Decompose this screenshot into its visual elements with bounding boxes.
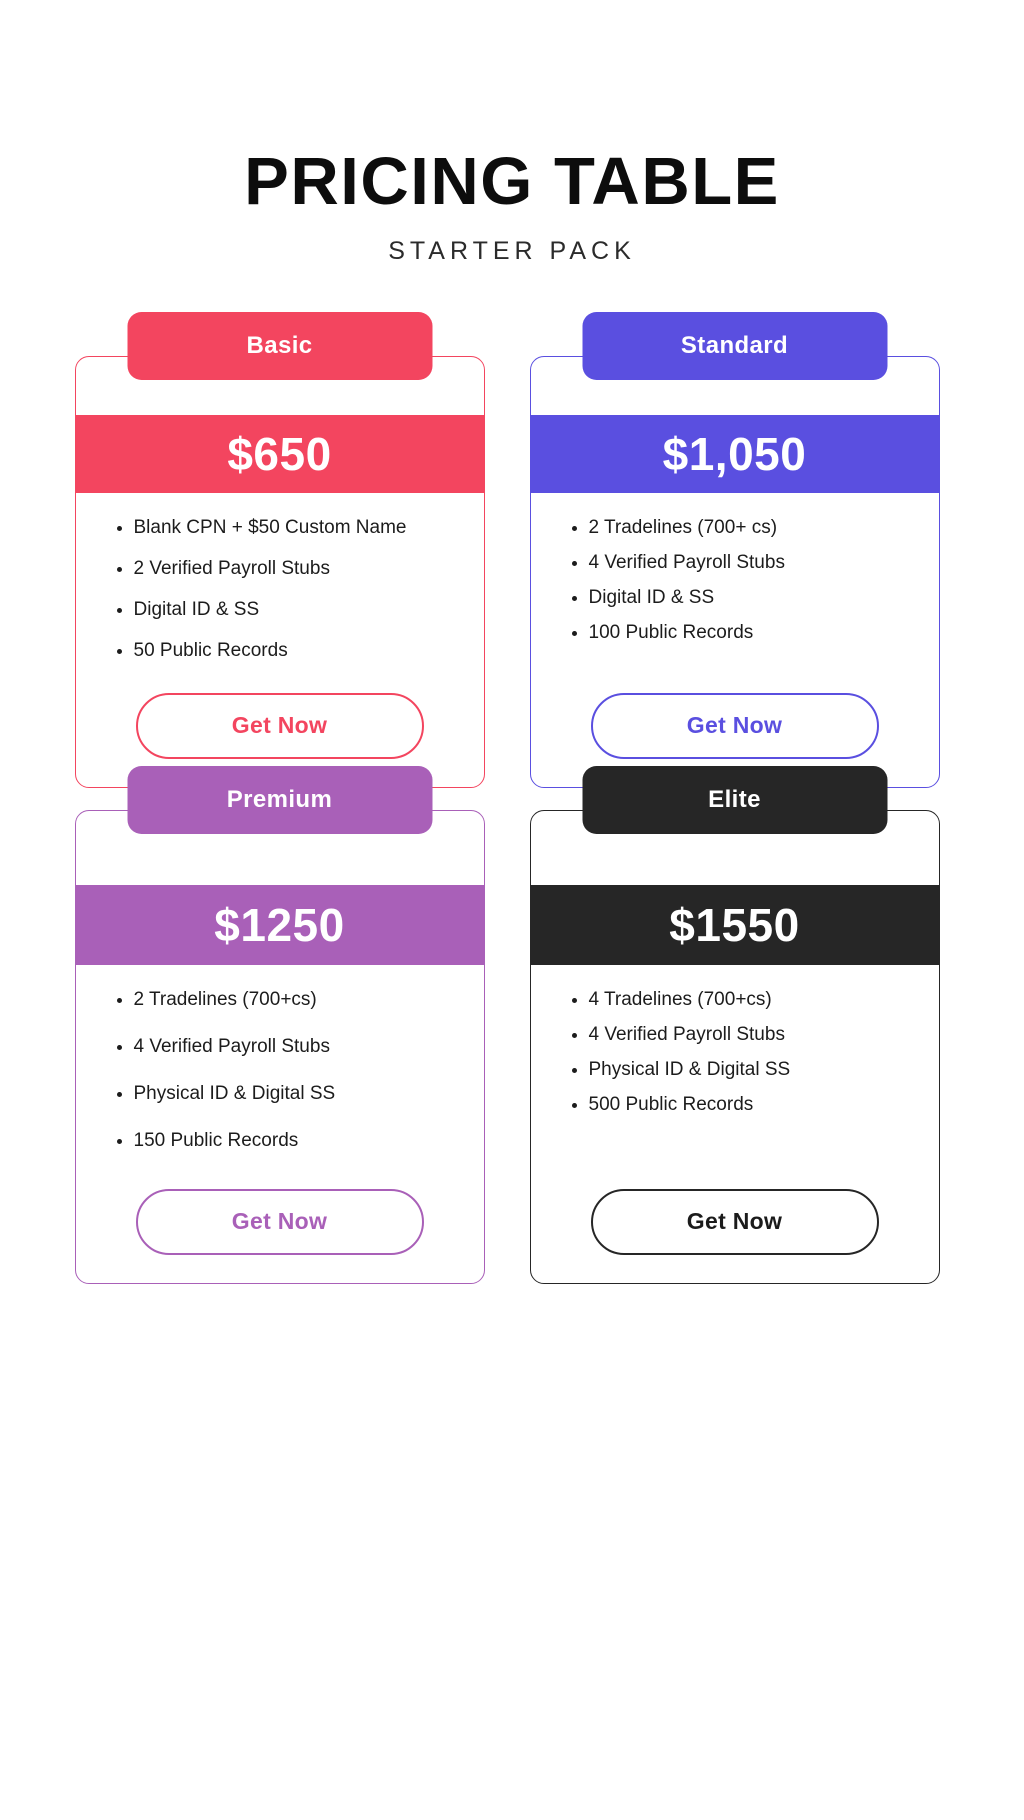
- plan-name-badge-premium: Premium: [127, 766, 432, 834]
- page-subtitle: STARTER PACK: [388, 237, 636, 265]
- feature-list-premium: [76, 965, 484, 1175]
- price-basic: $650: [76, 415, 484, 493]
- list-item: • Digital ID & SS: [589, 585, 905, 612]
- list-item: • 2 Tradelines (700+cs): [134, 987, 450, 1014]
- list-item: • 4 Verified Payroll Stubs: [134, 1034, 450, 1061]
- list-item: • 2 Tradelines (700+ cs): [589, 515, 905, 542]
- get-now-button-basic[interactable]: Get Now: [136, 693, 424, 759]
- list-item: • 4 Tradelines (700+cs): [589, 987, 905, 1014]
- pricing-card-elite[interactable]: [530, 785, 940, 1284]
- list-item: • Digital ID & SS: [134, 597, 450, 624]
- cta-wrap-standard: [531, 679, 939, 759]
- feature-list-basic: [76, 493, 484, 679]
- cta-wrap-premium: [76, 1175, 484, 1255]
- feature-list-elite: [531, 965, 939, 1175]
- list-item: • 150 Public Records: [134, 1128, 450, 1155]
- list-item: • 2 Verified Payroll Stubs: [134, 556, 450, 583]
- page-header: [0, 0, 1024, 266]
- pricing-card-basic[interactable]: [75, 332, 485, 788]
- list-item: • 100 Public Records: [589, 620, 905, 647]
- list-item: • 500 Public Records: [589, 1092, 905, 1119]
- plan-name-badge-basic: Basic: [127, 312, 432, 380]
- price-premium: $1250: [76, 885, 484, 965]
- list-item: • 4 Verified Payroll Stubs: [589, 1022, 905, 1049]
- price-standard: $1,050: [531, 415, 939, 493]
- list-item: • 50 Public Records: [134, 638, 450, 665]
- pricing-grid: [75, 332, 950, 1284]
- price-elite: $1550: [531, 885, 939, 965]
- pricing-card-premium[interactable]: [75, 785, 485, 1284]
- cta-wrap-basic: [76, 679, 484, 759]
- plan-name-badge-standard: Standard: [582, 312, 887, 380]
- get-now-button-standard[interactable]: Get Now: [591, 693, 879, 759]
- feature-list-standard: [531, 493, 939, 679]
- cta-wrap-elite: [531, 1175, 939, 1255]
- get-now-button-elite[interactable]: Get Now: [591, 1189, 879, 1255]
- list-item: • 4 Verified Payroll Stubs: [589, 550, 905, 577]
- plan-name-badge-elite: Elite: [582, 766, 887, 834]
- list-item: • Physical ID & Digital SS: [134, 1081, 450, 1108]
- pricing-card-standard[interactable]: [530, 332, 940, 788]
- list-item: • Blank CPN + $50 Custom Name: [134, 515, 450, 542]
- list-item: • Physical ID & Digital SS: [589, 1057, 905, 1084]
- page-title: PRICING TABLE: [244, 144, 780, 219]
- get-now-button-premium[interactable]: Get Now: [136, 1189, 424, 1255]
